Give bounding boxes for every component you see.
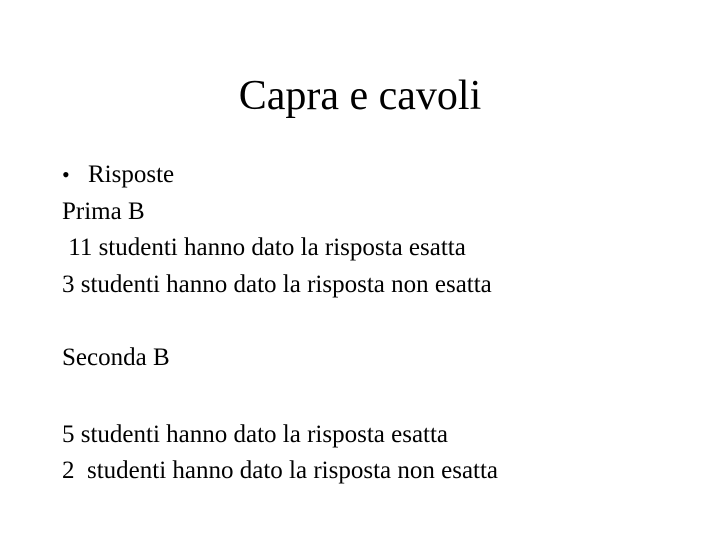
result-line-prima-correct: 11 studenti hanno dato la risposta esatta <box>62 234 466 261</box>
slide-title-text: Capra e cavoli <box>238 73 482 119</box>
bullet-icon: • <box>62 162 70 187</box>
result-line-prima-incorrect: 3 studenti hanno dato la risposta non esatta <box>62 271 492 298</box>
class-heading-prima-b: Prima B <box>62 198 145 225</box>
class-heading-seconda-b: Seconda B <box>62 344 170 371</box>
bullet-item-risposte <box>62 158 174 192</box>
slide-title <box>0 68 720 124</box>
bullet-text: Risposte <box>88 161 175 188</box>
result-line-seconda-incorrect: 2 studenti hanno dato la risposta non esatta <box>62 457 499 484</box>
result-line-seconda-correct: 5 studenti hanno dato la risposta esatta <box>62 421 449 448</box>
